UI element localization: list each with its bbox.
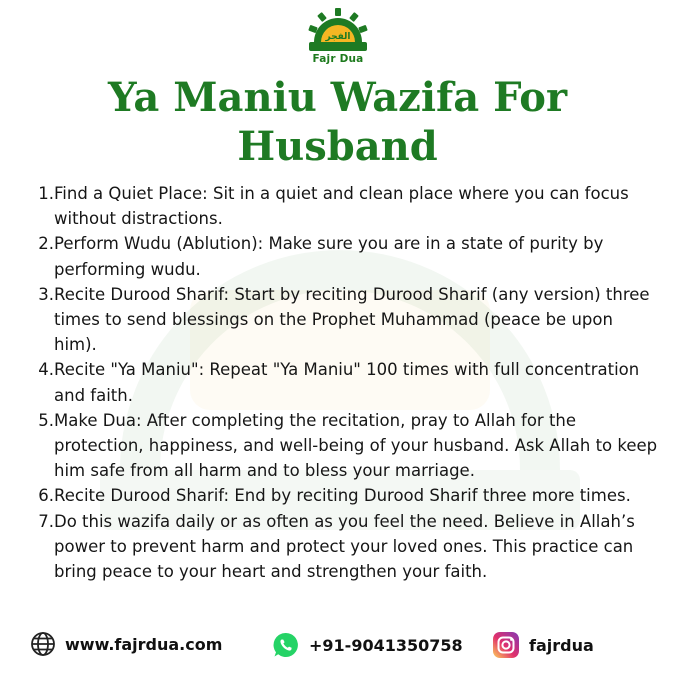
list-item — [30, 231, 658, 281]
instagram-icon — [492, 631, 520, 659]
list-item — [30, 357, 658, 407]
step-text: Perform Wudu (Ablution): Make sure you are in a state of purity by performing wudu. — [54, 234, 604, 279]
step-text: Recite Durood Sharif: Start by reciting Durood Sharif (any version) three times to send blessings on the Prophet Muhammad (peace be upon him). — [54, 284, 650, 355]
step-text: Find a Quiet Place: Sit in a quiet and clean place where you can focus without distractions. — [54, 184, 629, 229]
list-item — [30, 408, 658, 484]
instagram-handle: fajrdua — [529, 635, 594, 655]
step-number: 5. — [38, 410, 54, 430]
list-item — [30, 181, 658, 231]
list-item — [30, 509, 658, 585]
page-title: Ya Maniu Wazifa For Husband — [107, 74, 568, 170]
logo-arabic-text: الفجر — [325, 32, 351, 42]
contact-footer — [0, 627, 675, 667]
logo-text: Fajr Dua — [312, 53, 364, 65]
step-number: 2. — [38, 234, 54, 254]
steps-list — [30, 181, 658, 584]
step-text: Make Dua: After completing the recitation, pray to Allah for the protection, happiness, and well-being of your husband. Ask Allah to keep him safe from all harm and to bless your marriage. — [54, 410, 658, 481]
step-number: 3. — [38, 284, 54, 304]
phone-text: +91-9041350758 — [309, 635, 463, 655]
brand-logo — [303, 8, 373, 68]
instagram-link[interactable] — [492, 631, 594, 659]
step-text: Recite Durood Sharif: End by reciting Durood Sharif three more times. — [54, 486, 631, 506]
list-item — [30, 282, 658, 358]
website-link[interactable] — [30, 631, 222, 657]
phone-link[interactable] — [272, 631, 463, 659]
list-item — [30, 483, 658, 508]
sunrise-gear-icon — [307, 8, 369, 52]
globe-icon — [30, 631, 56, 657]
step-text: Recite "Ya Maniu": Repeat "Ya Maniu" 100 times with full concentration and faith. — [54, 360, 640, 405]
website-text: www.fajrdua.com — [65, 634, 223, 654]
step-number: 6. — [38, 486, 54, 506]
step-text: Do this wazifa daily or as often as you feel the need. Believe in Allah’s power to prevent harm and protect your loved ones. This practice can bring peace to your heart and strengthen your faith. — [54, 511, 635, 582]
step-number: 4. — [38, 360, 54, 380]
whatsapp-icon — [272, 631, 300, 659]
step-number: 1. — [38, 184, 54, 203]
step-number: 7. — [38, 511, 54, 531]
